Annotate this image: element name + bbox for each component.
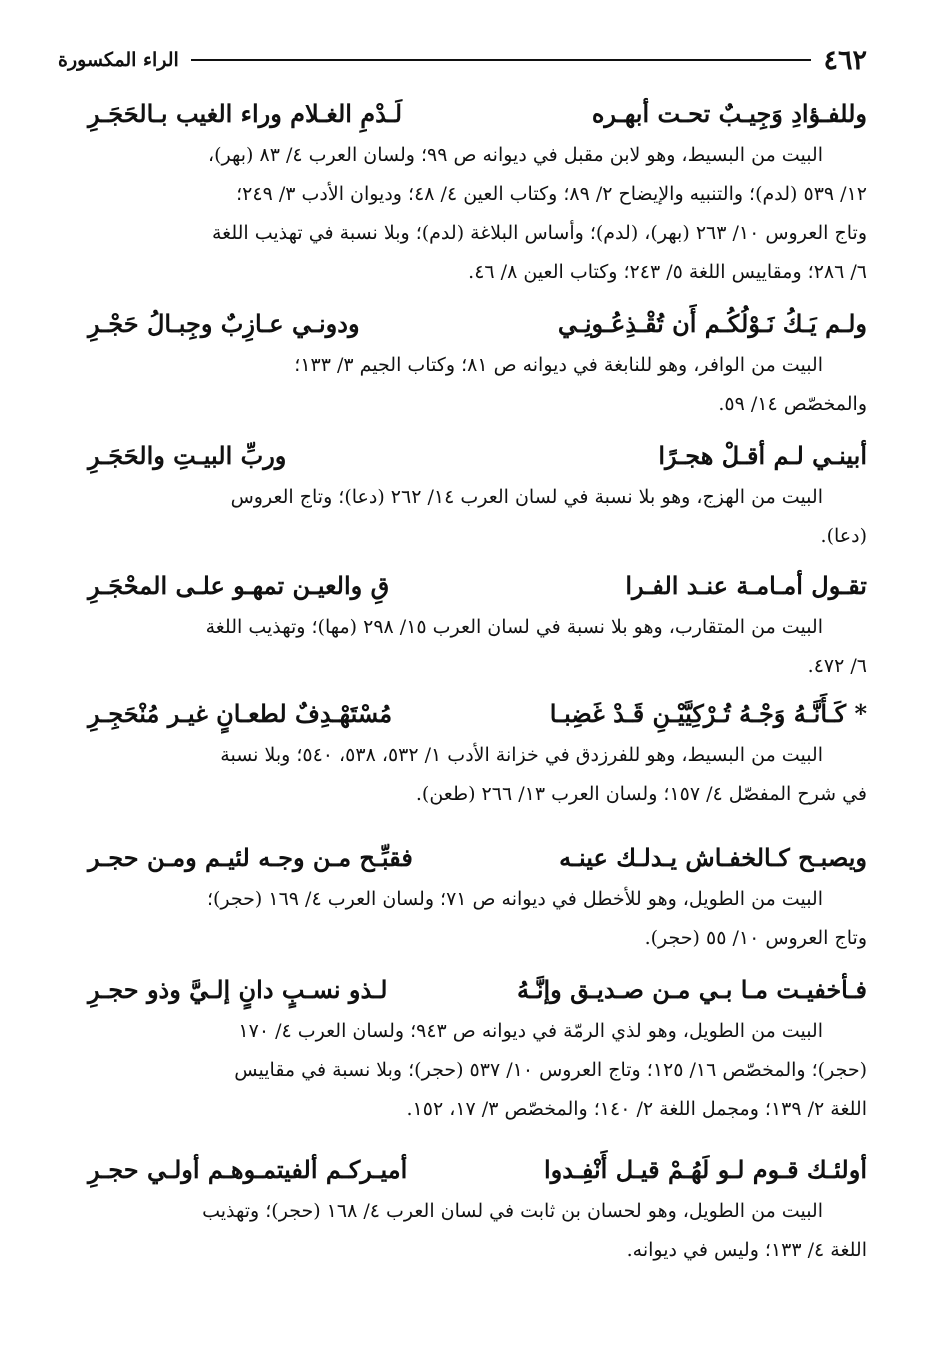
verse-line (88, 694, 867, 734)
verse-second-hemistich: وربِّ البيـتِ والحَجَـرِ (88, 441, 287, 470)
verse-second-hemistich: فقبِّـح مـن وجـه لئيـم ومـن حجـر (88, 843, 413, 872)
verse-second-hemistich: لَـدْمِ الغـلام وراء الغيب بـالحَجَـرِ (88, 99, 403, 128)
verse-line (88, 436, 867, 476)
verse-second-hemistich: مُسْتَهْـدِفٌ لطعـانٍ غيـر مُنْحَجِـرِ (88, 699, 393, 728)
verse-entry (88, 304, 867, 424)
note-line: البيت من الهزج، وهو بلا نسبة في لسان العرب ١٤/ ٢٦٢ (دعا)؛ وتاج العروس (230, 486, 823, 508)
note-line: البيت من الوافر، وهو للنابغة في ديوانه ص ٨١؛ وكتاب الجيم ٣/ ١٣٣؛ (294, 354, 823, 376)
verse-first-hemistich: * كَـأَنَّـهُ وَجْـهُ تُـرْكِيَّيْـنِ قَـدْ غَضِبـا (549, 699, 867, 728)
verse-note (88, 1192, 867, 1270)
header-rule (191, 59, 812, 61)
verse-note (88, 608, 867, 686)
section-title: الراء المكسورة (58, 49, 179, 71)
verse-note (88, 1012, 867, 1129)
verse-line (88, 838, 867, 878)
verse-note (88, 736, 867, 814)
verse-first-hemistich: أولئـك قـوم لـو لَهُـمْ قيـل أَنْفِـدوا (543, 1155, 867, 1184)
note-line: البيت من البسيط، وهو لابن مقبل في ديوانه ص ٩٩؛ ولسان العرب ٤/ ٨٣ (بهر)، (207, 144, 823, 166)
verse-note (88, 478, 867, 556)
verse-line (88, 94, 867, 134)
verse-entry (88, 436, 867, 556)
note-line: البيت من الطويل، وهو للأخطل في ديوانه ص ٧١؛ ولسان العرب ٤/ ١٦٩ (حجر)؛ (206, 888, 823, 910)
note-line: (دعا). (820, 525, 867, 547)
page-header (58, 40, 867, 80)
verse-first-hemistich: ولـم يَـكُ نَـوْلُكُـم أَن تُقْـذِعُـونِـي (557, 309, 867, 338)
verse-entry (88, 970, 867, 1129)
verse-line (88, 566, 867, 606)
verse-entry (88, 1150, 867, 1270)
note-line: البيت من المتقارب، وهو بلا نسبة في لسان العرب ١٥/ ٢٩٨ (مها)؛ وتهذيب اللغة (205, 616, 823, 638)
note-line: والمخصّص ١٤/ ٥٩. (718, 393, 867, 415)
verse-entry (88, 566, 867, 686)
verse-entry (88, 694, 867, 814)
note-line: البيت من الطويل، وهو لذي الرمّة في ديوانه ص ٩٤٣؛ ولسان العرب ٤/ ١٧٠ (238, 1020, 823, 1042)
note-line: ١٢/ ٥٣٩ (لدم)؛ والتنبيه والإيضاح ٢/ ٨٩؛ وكتاب العين ٤/ ٤٨؛ وديوان الأدب ٣/ ٢٤٩؛ (236, 183, 867, 205)
verse-line (88, 304, 867, 344)
verse-first-hemistich: أبينـي لـم أقـلْ هجـرًا (658, 441, 867, 470)
verse-first-hemistich: وللفـؤادِ وَجِيـبٌ تحـت أبهـره (591, 99, 867, 128)
verse-second-hemistich: لـذو نسـبٍ دانٍ إلـيَّ وذو حجـرِ (88, 975, 388, 1004)
verse-first-hemistich: تقـول أمـامـة عنـد الفـرا (625, 571, 867, 600)
verse-note (88, 136, 867, 292)
verse-line (88, 1150, 867, 1190)
note-line: (حجر)؛ والمخصّص ١٦/ ١٢٥؛ وتاج العروس ١٠/ ٥٣٧ (حجر)؛ وبلا نسبة في مقاييس (234, 1059, 867, 1081)
note-line: ٦/ ٢٨٦؛ ومقاييس اللغة ٥/ ٢٤٣؛ وكتاب العين ٨/ ٤٦. (468, 261, 867, 283)
verse-entry (88, 838, 867, 958)
verse-second-hemistich: أميـركـم ألفيتمـوهـم أولـي حجـرِ (88, 1155, 408, 1184)
verse-note (88, 880, 867, 958)
verse-first-hemistich: فـأخفيـت مـا بـي مـن صـديـق وإنَّـهُ (516, 975, 867, 1004)
note-line: ٦/ ٤٧٢. (807, 655, 867, 677)
note-line: اللغة ٤/ ١٣٣؛ وليس في ديوانه. (626, 1239, 867, 1261)
note-line: وتاج العروس ١٠/ ٥٥ (حجر). (644, 927, 867, 949)
note-line: البيت من الطويل، وهو لحسان بن ثابت في لسان العرب ٤/ ١٦٨ (حجر)؛ وتهذيب (202, 1200, 823, 1222)
page-number: ٤٦٢ (823, 44, 867, 76)
note-line: البيت من البسيط، وهو للفرزدق في خزانة الأدب ١/ ٥٣٢، ٥٣٨، ٥٤٠؛ وبلا نسبة (220, 744, 823, 766)
note-line: وتاج العروس ١٠/ ٢٦٣ (بهر)، (لدم)؛ وأساس البلاغة (لدم)؛ وبلا نسبة في تهذيب اللغة (211, 222, 867, 244)
verse-second-hemistich: ودونـي عـازِبٌ وجِبـالُ حَجْـرِ (88, 309, 360, 338)
verse-entry (88, 94, 867, 292)
verse-second-hemistich: قِ والعيـن تمهـو علـى المحْجَـرِ (88, 571, 390, 600)
verse-note (88, 346, 867, 424)
note-line: اللغة ٢/ ١٣٩؛ ومجمل اللغة ٢/ ١٤٠؛ والمخصّص ٣/ ١٧، ١٥٢. (406, 1098, 867, 1120)
verse-first-hemistich: ويصبـح كـالخفـاش يـدلـك عينـه (559, 843, 867, 872)
note-line: في شرح المفصّل ٤/ ١٥٧؛ ولسان العرب ١٣/ ٢٦٦ (طعن). (415, 783, 867, 805)
verse-line (88, 970, 867, 1010)
